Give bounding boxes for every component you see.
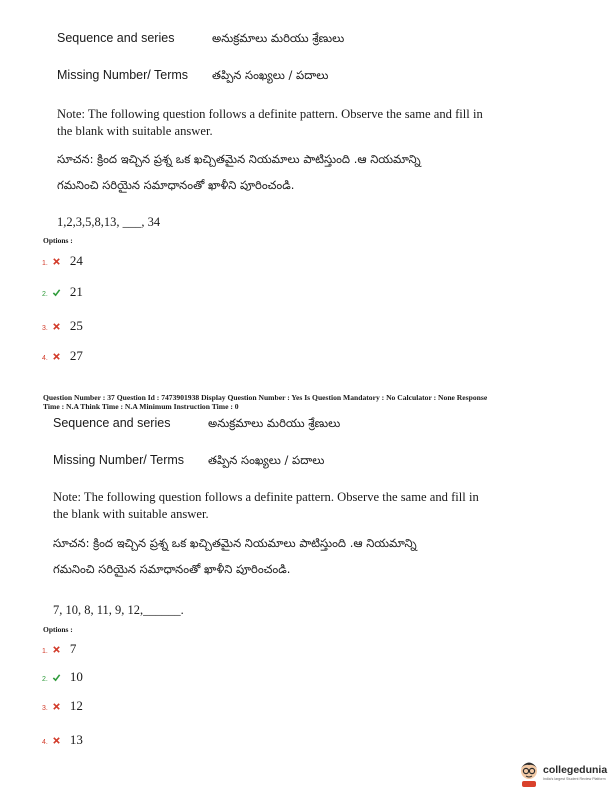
q1-sub-te: తప్పిన సంఖ్యలు / పదాలు bbox=[212, 68, 329, 82]
check-icon bbox=[52, 673, 61, 682]
q2-sub-te: తప్పిన సంఖ్యలు / పదాలు bbox=[208, 453, 325, 467]
q1-option-1 bbox=[42, 252, 83, 270]
option-number: 4. bbox=[42, 739, 48, 746]
cross-icon bbox=[52, 352, 61, 361]
option-value: 27 bbox=[69, 348, 83, 363]
option-value: 25 bbox=[69, 318, 83, 333]
q2-note-te1: సూచన: క్రింద ఇచ్చిన ప్రశ్న ఒక ఖచ్చితమైన నియమాలు పాటిస్తుంది .ఆ నియమాన్ని bbox=[53, 536, 417, 550]
q1-note-line1: Note: The following question follows a definite pattern. Observe the same and fill in bbox=[57, 107, 483, 121]
q1-option-3 bbox=[42, 317, 83, 335]
logo-wordmark: collegedunia bbox=[543, 764, 608, 776]
q2-option-2 bbox=[42, 668, 83, 686]
q2-header-line1: Question Number : 37 Question Id : 7473901938 Display Question Number : Yes Is Question Mandatory : No Calculator : None Response bbox=[43, 393, 488, 402]
q1-option-2 bbox=[42, 283, 83, 301]
q2-option-4 bbox=[42, 731, 83, 749]
collegedunia-logo bbox=[516, 757, 612, 787]
option-value: 7 bbox=[69, 641, 77, 656]
q2-note-line2: the blank with suitable answer. bbox=[53, 507, 209, 521]
option-number: 4. bbox=[42, 355, 48, 362]
q1-sequence: 1,2,3,5,8,13, ___, 34 bbox=[57, 215, 161, 229]
cross-icon bbox=[52, 645, 61, 654]
cross-icon bbox=[52, 322, 61, 331]
option-number: 3. bbox=[42, 705, 48, 712]
option-number: 1. bbox=[42, 648, 48, 655]
option-value: 21 bbox=[69, 284, 83, 299]
q1-option-4 bbox=[42, 347, 83, 365]
q2-topic-en: Sequence and series bbox=[53, 416, 171, 430]
option-number: 1. bbox=[42, 260, 48, 267]
student-mascot-icon bbox=[516, 757, 542, 787]
q1-sub-en: Missing Number/ Terms bbox=[57, 68, 189, 82]
cross-icon bbox=[52, 257, 61, 266]
option-number: 2. bbox=[42, 291, 48, 298]
q2-options-label: Options : bbox=[43, 625, 73, 634]
option-number: 2. bbox=[42, 676, 48, 683]
check-icon bbox=[52, 288, 61, 297]
q2-header-line2: Time : N.A Think Time : N.A Minimum Instruction Time : 0 bbox=[43, 402, 239, 411]
option-value: 13 bbox=[69, 732, 83, 747]
option-number: 3. bbox=[42, 325, 48, 332]
option-value: 24 bbox=[69, 253, 83, 268]
q2-option-3 bbox=[42, 697, 83, 715]
q1-topic-te: అనుక్రమాలు మరియు శ్రేణులు bbox=[212, 31, 345, 45]
q1-options-label: Options : bbox=[43, 236, 73, 245]
q2-note-line1: Note: The following question follows a definite pattern. Observe the same and fill in bbox=[53, 490, 479, 504]
logo-tagline: India's largest Student Review Platform bbox=[543, 777, 606, 781]
q2-sub-en: Missing Number/ Terms bbox=[53, 453, 185, 467]
q2-note-te2: గమనించి సరియైన సమాధానంతో ఖాళీని పూరించండి. bbox=[53, 562, 291, 576]
q1-note-te1: సూచన: క్రింద ఇచ్చిన ప్రశ్న ఒక ఖచ్చితమైన నియమాలు పాటిస్తుంది .ఆ నియమాన్ని bbox=[57, 152, 421, 166]
cross-icon bbox=[52, 736, 61, 745]
q1-note-line2: the blank with suitable answer. bbox=[57, 124, 213, 138]
option-value: 12 bbox=[69, 698, 83, 713]
q2-topic-te: అనుక్రమాలు మరియు శ్రేణులు bbox=[208, 416, 341, 430]
q2-sequence: 7, 10, 8, 11, 9, 12,______. bbox=[53, 603, 184, 617]
option-value: 10 bbox=[69, 669, 83, 684]
cross-icon bbox=[52, 702, 61, 711]
q2-option-1 bbox=[42, 640, 76, 658]
q1-topic-en: Sequence and series bbox=[57, 31, 175, 45]
q1-note-te2: గమనించి సరియైన సమాధానంతో ఖాళీని పూరించండి. bbox=[57, 178, 295, 192]
